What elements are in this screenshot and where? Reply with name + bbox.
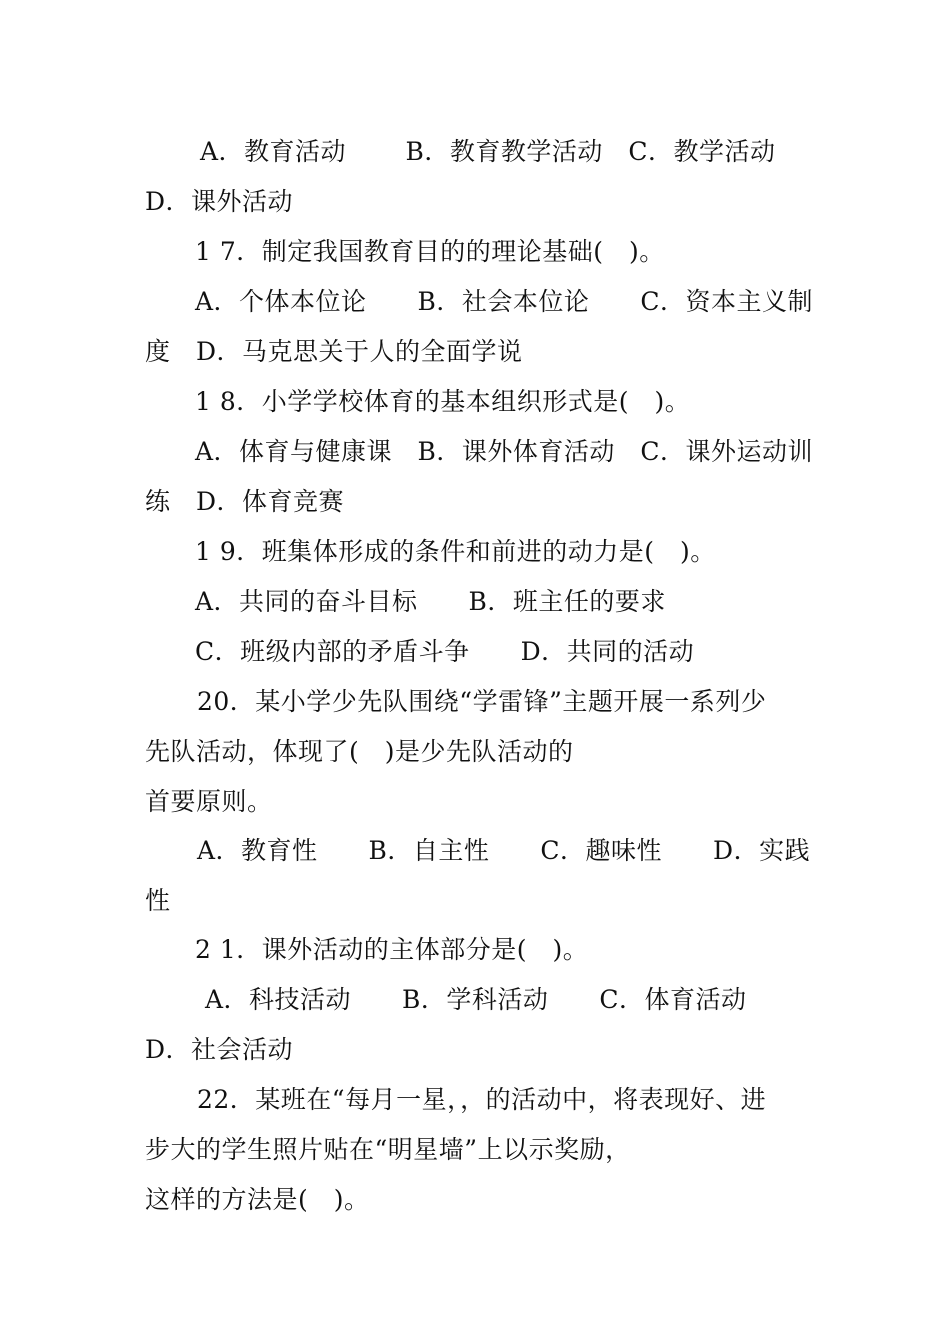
q18-options-line-1: A．体育与健康课 B．课外体育活动 C．课外运动训 bbox=[195, 437, 814, 466]
q17-options-line-1: A．个体本位论 B．社会本位论 C．资本主义制 bbox=[195, 287, 814, 316]
q21-question: 2 1．课外活动的主体部分是( )。 bbox=[195, 935, 589, 964]
q21-options-line-1: A．科技活动 B．学科活动 C．体育活动 bbox=[205, 985, 747, 1014]
q22-question-line-3: 这样的方法是( )。 bbox=[145, 1185, 370, 1214]
q20-options-line-2: 性 bbox=[145, 886, 171, 915]
q20-question-line-1: 20．某小学少先队围绕“学雷锋”主题开展一系列少 bbox=[197, 687, 767, 716]
q16-options-line-1: A．教育活动 B．教育教学活动 C．教学活动 bbox=[200, 137, 776, 166]
q18-question: 1 8．小学学校体育的基本组织形式是( )。 bbox=[195, 387, 691, 416]
q22-question-line-2: 步大的学生照片贴在“明星墙”上以示奖励， bbox=[145, 1135, 631, 1164]
q18-options-line-2: 练 D．体育竞赛 bbox=[145, 487, 345, 516]
q19-question: 1 9．班集体形成的条件和前进的动力是( )。 bbox=[195, 537, 716, 566]
q20-question-line-2: 先队活动，体现了( )是少先队活动的 bbox=[145, 737, 574, 766]
q21-options-line-2: D．社会活动 bbox=[145, 1035, 294, 1064]
q22-question-line-1: 22．某班在“每月一星，，的活动中，将表现好、进 bbox=[197, 1085, 767, 1114]
q20-options-line-1: A．教育性 B．自主性 C．趣味性 D．实践 bbox=[197, 836, 811, 865]
q19-options-line-2: C．班级内部的矛盾斗争 D．共同的活动 bbox=[195, 637, 695, 666]
q17-options-line-2: 度 D．马克思关于人的全面学说 bbox=[145, 337, 523, 366]
q19-options-line-1: A．共同的奋斗目标 B．班主任的要求 bbox=[195, 587, 666, 616]
q20-question-line-3: 首要原则。 bbox=[145, 787, 273, 816]
q16-options-line-2: D．课外活动 bbox=[145, 187, 294, 216]
q17-question: 1 7．制定我国教育目的的理论基础( )。 bbox=[195, 237, 665, 266]
